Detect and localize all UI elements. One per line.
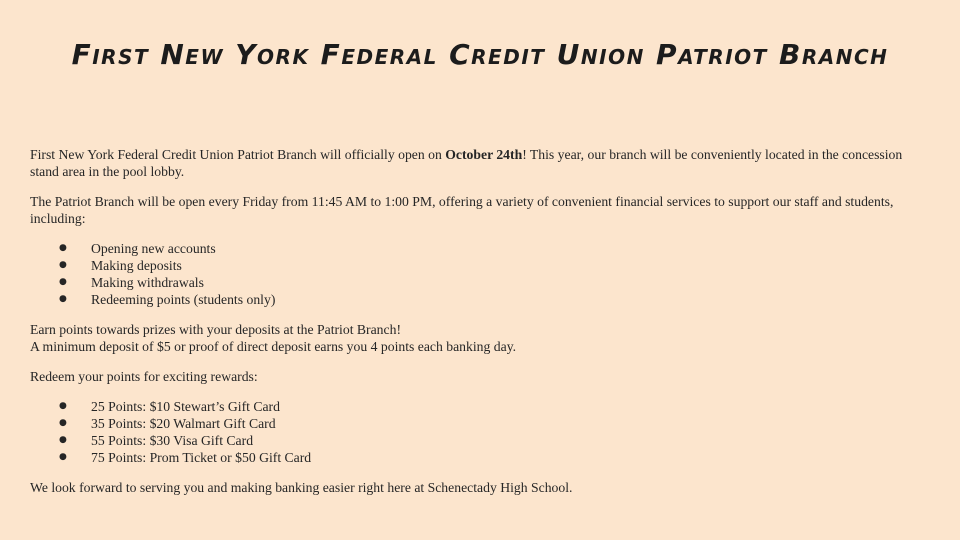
points-line-1: Earn points towards prizes with your deposits at the Patriot Branch! [30,322,402,337]
service-label: Opening new accounts [91,241,216,256]
points-paragraph [30,321,930,355]
bullet-icon: ● [59,277,67,287]
services-list [30,240,930,308]
list-item [30,274,930,291]
bullet-icon: ● [59,243,67,253]
reward-label: 35 Points: $20 Walmart Gift Card [91,416,276,431]
bullet-icon: ● [59,260,67,270]
reward-label: 25 Points: $10 Stewart’s Gift Card [91,399,280,414]
list-item [30,449,930,466]
intro-paragraph [30,146,930,180]
list-item [30,415,930,432]
service-label: Making withdrawals [91,275,204,290]
rewards-list [30,398,930,466]
opening-date: October 24th [445,147,523,162]
points-line-2: A minimum deposit of $5 or proof of direct deposit earns you 4 points each banking day. [30,339,517,354]
service-label: Redeeming points (students only) [91,292,276,307]
list-item [30,432,930,449]
bullet-icon: ● [59,294,67,304]
intro-text-after: ! This year, our branch will be conveniently located in the concession stand area in the pool lobby. [30,147,903,179]
slide-body [30,146,930,509]
intro-text-before: First New York Federal Credit Union Patriot Branch will officially open on [30,147,446,162]
reward-label: 55 Points: $30 Visa Gift Card [91,433,254,448]
list-item [30,240,930,257]
bullet-icon: ● [59,452,67,462]
closing-paragraph: We look forward to serving you and making banking easier right here at Schenectady High School. [30,480,573,495]
slide-title: First New York Federal Credit Union Patriot Branch [71,38,889,71]
list-item [30,398,930,415]
hours-paragraph: The Patriot Branch will be open every Friday from 11:45 AM to 1:00 PM, offering a variety of convenient financial services to support our staff and students, including: [30,194,894,226]
service-label: Making deposits [91,258,182,273]
bullet-icon: ● [59,418,67,428]
list-item [30,291,930,308]
redeem-intro: Redeem your points for exciting rewards: [30,369,258,384]
bullet-icon: ● [59,401,67,411]
list-item [30,257,930,274]
bullet-icon: ● [59,435,67,445]
reward-label: 75 Points: Prom Ticket or $50 Gift Card [91,450,312,465]
